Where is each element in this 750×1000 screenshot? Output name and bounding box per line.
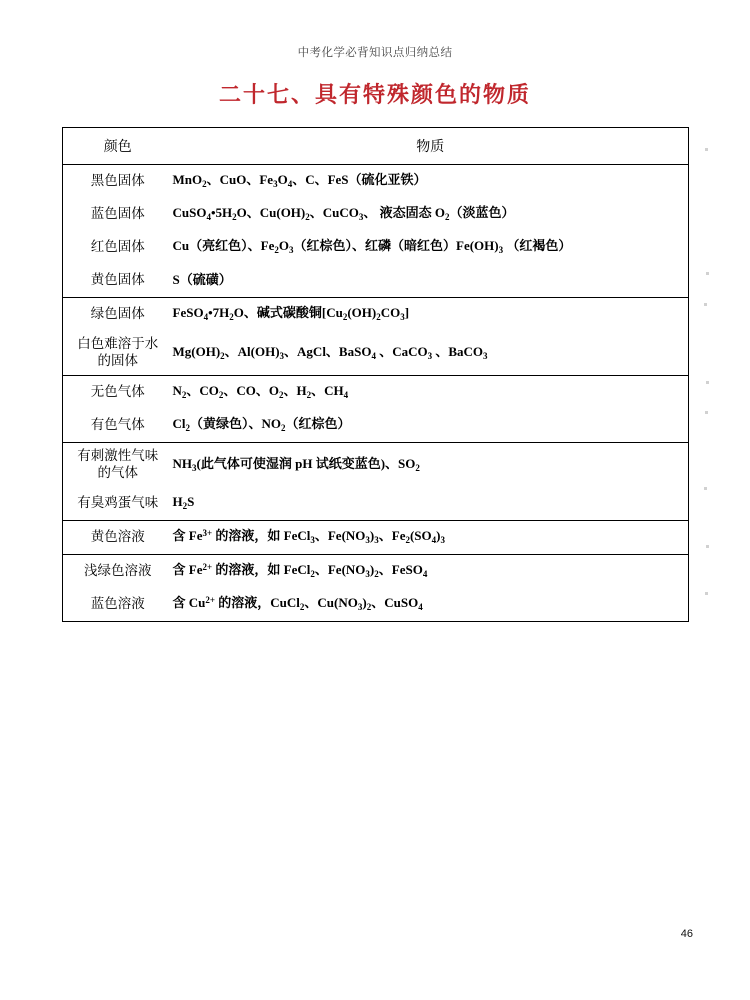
- cell-substance: Cu（亮红色）、$Fe_2O_3$（红棕色）、红磷（暗红色）$Fe(OH)_3$ （红褐色）: [172, 238, 572, 256]
- scan-speckle: [706, 272, 709, 275]
- cell-substance: 含 $Fe^{3+}$ 的溶液，如 FeCl$_3$、$Fe(NO_3)_3$、$Fe_2(SO_4)_3$: [173, 521, 689, 555]
- table-row: [63, 376, 689, 410]
- cell-substance: MnO$_2$、CuO、$Fe_3O_4$、C、FeS（硫化亚铁）: [172, 172, 427, 190]
- cell-substance: $CuSO_4•5H_2O$、$Cu(OH)_2$、CuCO$_3$、 液态固态 $O_2$（淡蓝色）: [172, 205, 515, 223]
- table-row: [63, 331, 689, 376]
- cell-color: 红色固体: [90, 239, 145, 255]
- cell-substance: $H_2S$: [173, 487, 689, 521]
- cell-color: 黄色溶液: [63, 521, 173, 555]
- running-header: 中考化学必背知识点归纳总结: [297, 47, 453, 59]
- cell-substance: $NH_3$(此气体可使湿润 pH 试纸变蓝色)、$SO_2$: [172, 455, 420, 473]
- cell-substance: S（硫磺）: [173, 264, 689, 298]
- cell-color: 有臭鸡蛋气味: [63, 487, 173, 521]
- table-row: [63, 298, 689, 332]
- table-header-row: [63, 128, 689, 165]
- scan-speckle: [705, 148, 708, 151]
- cell-color: 黑色固体: [90, 173, 145, 189]
- cell-substance: 含 $Cu^{2+}$ 的溶液，CuCl$_2$、$Cu(NO_3)_2$、CuSO$_4$: [173, 588, 689, 622]
- special-colors-table: [62, 127, 689, 622]
- scan-speckle: [705, 411, 708, 414]
- table-row: [63, 264, 689, 298]
- column-header-substance: 物质: [173, 128, 689, 165]
- scan-speckle: [704, 303, 707, 306]
- page-title: 二十七、具有特殊颜色的物质: [218, 82, 531, 107]
- colors-table-wrapper: [62, 127, 688, 622]
- cell-color: 无色气体: [90, 384, 145, 400]
- cell-color: 浅绿色溶液: [84, 563, 152, 579]
- table-row: [63, 521, 689, 555]
- cell-color: 蓝色溶液: [63, 588, 173, 622]
- table-row: [63, 231, 689, 264]
- table-row: [63, 588, 689, 622]
- table-row: [63, 409, 689, 443]
- cell-color: 有色气体: [63, 409, 173, 443]
- table-row: [63, 555, 689, 589]
- cell-color: 有刺激性气味 的气体: [77, 448, 159, 480]
- scan-speckle: [704, 487, 707, 490]
- table-row: [63, 198, 689, 231]
- cell-color: 黄色固体: [63, 264, 173, 298]
- cell-substance: $Mg(OH)_2$、$Al(OH)_3$、AgCl、BaSO$_4$ 、CaCO$_3$ 、BaCO$_3$: [173, 331, 689, 376]
- cell-substance: $N_2$、$CO_2$、CO、$O_2$、$H_2$、$CH_4$: [172, 383, 349, 401]
- column-header-color: 颜色: [63, 128, 173, 165]
- cell-color: 白色难溶于水 的固体: [63, 331, 173, 376]
- cell-color: 绿色固体: [90, 306, 145, 322]
- table-row: [63, 165, 689, 199]
- table-body: [63, 128, 689, 622]
- scan-speckle: [705, 592, 708, 595]
- scan-speckle: [706, 545, 709, 548]
- cell-color: 蓝色固体: [90, 206, 145, 222]
- cell-substance: $FeSO_4•7H_2O$、碱式碳酸铜$[Cu_2(OH)_2CO_3]$: [172, 305, 410, 323]
- page-number: 46: [680, 928, 693, 940]
- scan-speckle: [706, 381, 709, 384]
- cell-substance: $Cl_2$（黄绿色）、$NO_2$（红棕色）: [173, 409, 689, 443]
- table-row: [63, 487, 689, 521]
- table-row: [63, 443, 689, 488]
- cell-substance: 含 $Fe^{2+}$ 的溶液，如 FeCl$_2$、$Fe(NO_3)_2$、FeSO$_4$: [172, 562, 428, 580]
